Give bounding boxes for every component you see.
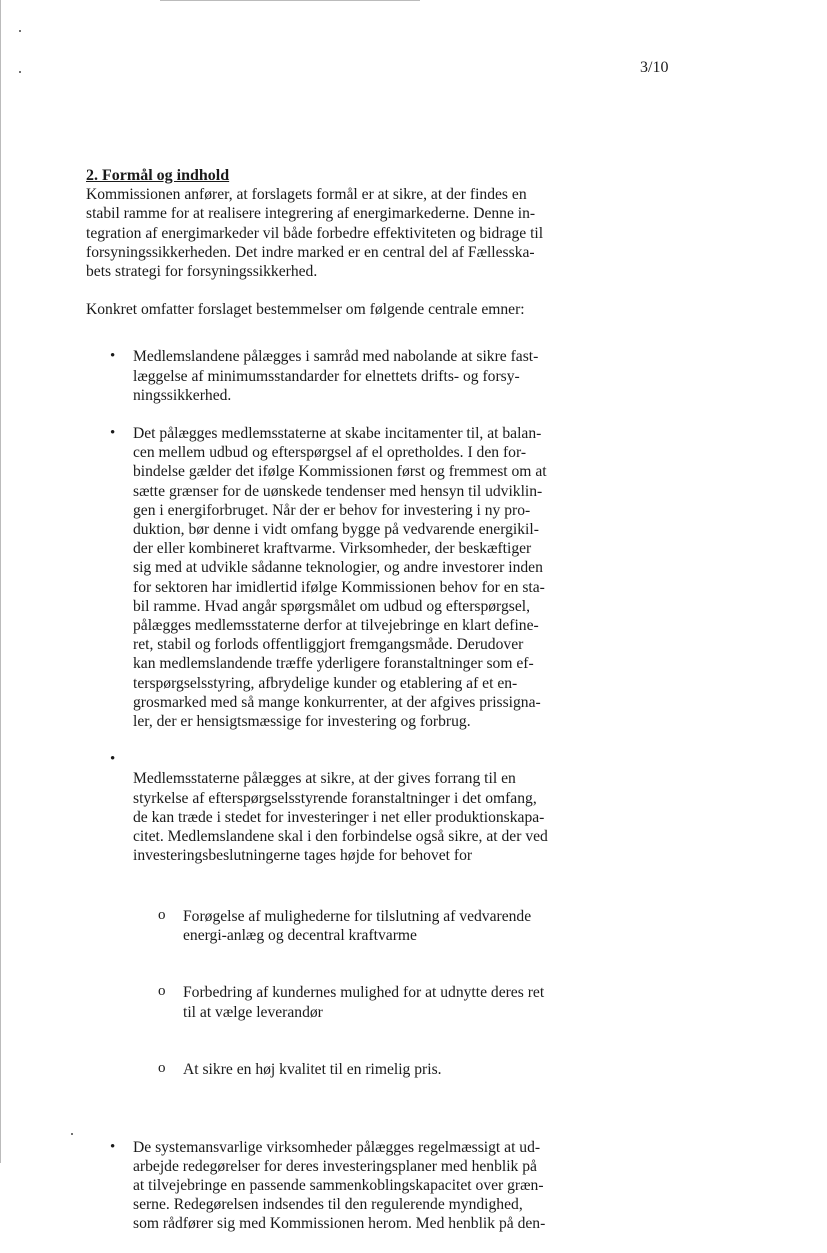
topic-item-text: Medlemsstaterne pålægges at sikre, at der gives forrang til en styrkelse af efterspørgselsstyrende foranstaltninger i det omfang, de kan træde i stedet for investeringer i net eller produktionskapa- citet. Medlemslandene skal i den forbindelse også sikre, at der ved investeringsbeslutningerne tages højde for behovet for xyxy=(133,770,548,865)
sub-topic-item: o Forøgelse af mulighederne for tilslutning af vedvarende energi-anlæg og decentral kraftvarme xyxy=(133,907,586,945)
topic-list xyxy=(86,347,586,1233)
topic-item: • Medlemslandene pålægges i samråd med nabolande at sikre fast- læggelse af minimumsstandarder for elnettets drifts- og forsy- ningssikkerhed. xyxy=(86,347,586,405)
lead-in-paragraph: Konkret omfatter forslaget bestemmelser om følgende centrale emner: xyxy=(86,301,525,319)
document-body xyxy=(86,166,586,1253)
scan-edge-line xyxy=(0,0,1,1163)
topic-item: • De systemansvarlige virksomheder pålægges regelmæssigt at ud- arbejde redegørelser for deres investeringsplaner med henblik på at tilvejebringe en passende sammenkoblingskapacitet over græn- serne. Redegørelsen indsendes til den regulerende myndighed, som rådfører sig med Kommissionen herom. Med henblik på den- xyxy=(86,1138,586,1234)
sub-topic-item: o Forbedring af kundernes mulighed for at udnytte deres ret til at vælge leverandør xyxy=(133,983,586,1021)
page-number: 3/10 xyxy=(640,59,669,76)
sub-topic-list xyxy=(133,888,586,1099)
scan-top-line xyxy=(160,0,420,1)
scan-dot xyxy=(19,71,21,73)
section-heading: 2. Formål og indhold xyxy=(86,167,230,184)
scan-dot xyxy=(71,1133,73,1135)
intro-paragraph: Kommissionen anfører, at forslagets formål er at sikre, at der findes en stabil ramme for at realisere integrering af energimarkederne. Denne in- tegration af energimarkeder vil både forbedre effektiviteten og bidrage til forsyningssikkerheden. Det indre marked er en central del af Fællesska- bets strategi for forsyningssikkerhed. xyxy=(86,186,544,281)
scan-dot xyxy=(19,30,21,32)
sub-topic-item: o At sikre en høj kvalitet til en rimelig pris. xyxy=(133,1060,586,1079)
topic-item: • Det pålægges medlemsstaterne at skabe incitamenter til, at balan- cen mellem udbud og efterspørgsel af el opretholdes. I den for- bindelse gælder det ifølge Kommissionen først og fremmest om at sætte grænser for de uønskede tendenser med hensyn til udviklin- gen i energiforbruget. Når der er behov for investering i ny pro- duktion, bør denne i vidt omfang bygge på vedvarende energikil- der eller kombineret kraftvarme. Virksomheder, der beskæftiger sig med at udvikle sådanne teknologier, og andre investorer inden for sektoren har imidlertid ifølge Kommissionen behov for en sta- bil ramme. Hvad angår spørgsmålet om udbud og efterspørgsel, pålægges medlemsstaterne derfor at tilvejebringe en klart define- ret, stabil og forlods offentliggjort fremgangsmåde. Derudover kan medlemslandende træffe yderligere foranstaltninger som ef- terspørgselsstyring, afbrydelige kunder og etablering af et en- grosmarked med så mange konkurrenter, at der afgives prissigna- ler, der er hensigtsmæssige for investering og forbrug. xyxy=(86,424,586,731)
topic-item xyxy=(86,750,586,1117)
